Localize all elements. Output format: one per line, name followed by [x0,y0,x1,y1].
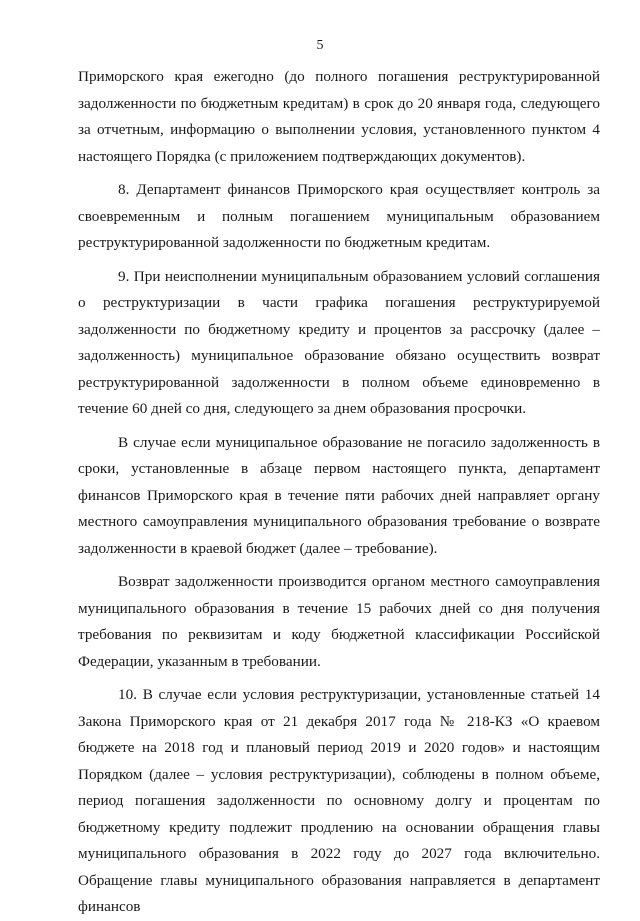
paragraph-continuation: Приморского края ежегодно (до полного погашения реструктурированной задолженности по бюджетным кредитам) в срок до 20 января года, следующего за отчетным, информацию о выполнении условия, установленного пунктом 4 настоящего Порядка (с приложением подтверждающих документов). [78,68,600,165]
document-body [78,64,600,921]
paragraph-item-8: 8. Департамент финансов Приморского края осуществляет контроль за своевременным и полным погашением муниципальным образованием реструктурированной задолженности по бюджетным кредитам. [78,181,600,251]
paragraph-item-9: 9. При неисполнении муниципальным образованием условий соглашения о реструктуризации в части графика погашения реструктурируемой задолженности по бюджетному кредиту и процентов за рассрочку (далее – задолженность) муниципальное образование обязано осуществить возврат реструктурированной задолженности в полном объеме единовременно в течение 60 дней со дня, следующего за днем образования просрочки. [78,267,600,417]
paragraph-item-9-second: В случае если муниципальное образование не погасило задолженность в сроки, установленные в абзаце первом настоящего пункта, департамент финансов Приморского края в течение пяти рабочих дней направляет органу местного самоуправления муниципального образования требование о возврате задолженности в краевой бюджет (далее – требование). [78,433,600,557]
paragraph-item-9-third: Возврат задолженности производится органом местного самоуправления муниципального образования в течение 15 рабочих дней со дня получения требования по реквизитам и коду бюджетной классификации Российской Федерации, указанным в требовании. [78,573,600,670]
page-number: 5 [316,38,324,53]
paragraph-item-10: 10. В случае если условия реструктуризации, установленные статьей 14 Закона Приморского края от 21 декабря 2017 года № 218-КЗ «О краевом бюджете на 2018 год и плановый период 2019 и 2020 годов» и настоящим Порядком (далее – условия реструктуризации), соблюдены в полном объеме, период погашения задолженности по основному долгу и процентам по бюджетному кредиту подлежит продлению на основании обращения главы муниципального образования в 2022 году до 2027 года включительно. Обращение главы муниципального образования направляется в департамент финансов [78,686,600,915]
